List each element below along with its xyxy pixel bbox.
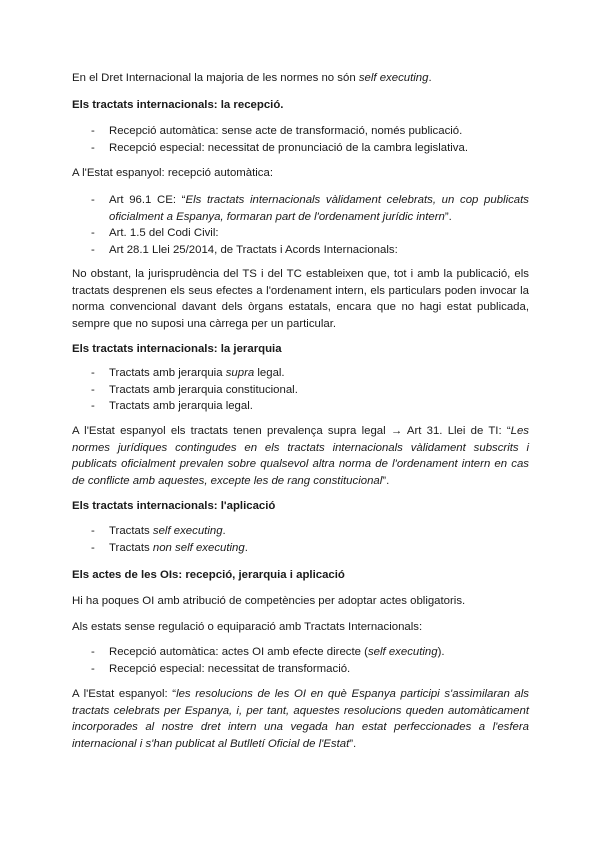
list-item: - Tractats amb jerarquia constitucional. <box>72 382 529 399</box>
application-list <box>72 523 529 556</box>
list-item: - Tractats non self executing. <box>72 540 529 557</box>
spain-hierarchy-paragraph: A l'Estat espanyol els tractats tenen prevalença supra legal → Art 31. Llei de TI: “Les normes jurídiques contingudes en els tractats internacionals vàlidament subscrits i publicats oficialment prevalen sobre qualsevol altra norma de l'ordenament intern en cas de conflicte amb aquestes, excepte les de rang constitucional”. <box>72 425 529 487</box>
heading-hierarchy: Els tractats internacionals: la jerarquia <box>72 343 282 355</box>
hierarchy-list <box>72 365 529 415</box>
list-item: - Recepció automàtica: actes OI amb efecte directe (self executing). <box>72 644 529 661</box>
spain-reception-list <box>72 192 529 258</box>
io-acts-paragraph-2: Als estats sense regulació o equiparació amb Tractats Internacionals: <box>72 621 423 633</box>
list-item: - Recepció automàtica: sense acte de transformació, només publicació. <box>72 123 529 140</box>
list-item-art-96-1: - Art 96.1 CE: “Els tractats internacionals vàlidament celebrats, un cop publicats oficialment a Espanya, formaran part de l'ordenament jurídic intern”. <box>72 192 529 225</box>
intro-paragraph: En el Dret Internacional la majoria de les normes no són self executing. <box>72 72 432 84</box>
spain-reception-intro: A l'Estat espanyol: recepció automàtica: <box>72 167 273 179</box>
reception-types-list <box>72 123 529 156</box>
list-item: - Recepció especial: necessitat de transformació. <box>72 661 529 678</box>
list-item: - Recepció especial: necessitat de pronunciació de la cambra legislativa. <box>72 140 529 157</box>
spain-io-acts-paragraph: A l'Estat espanyol: “les resolucions de les OI en què Espanya participi s'assimilaran als tractats celebrats per Espanya, i, per tant, aquestes resolucions queden automàticament incorporades al nostre dret intern una vegada han estat perfeccionades a l'esfera internacional i s'han publicat al Butlletí Oficial de l'Estat”. <box>72 688 529 750</box>
list-item-art-28-1: - Art 28.1 Llei 25/2014, de Tractats i Acords Internacionals: <box>72 242 529 259</box>
io-acts-paragraph-1: Hi ha poques OI amb atribució de competències per adoptar actes obligatoris. <box>72 595 466 607</box>
heading-reception: Els tractats internacionals: la recepció. <box>72 99 284 111</box>
list-item-art-1-5: - Art. 1.5 del Codi Civil: <box>72 225 529 242</box>
list-item: - Tractats self executing. <box>72 523 529 540</box>
heading-io-acts: Els actes de les OIs: recepció, jerarquia i aplicació <box>72 569 345 581</box>
heading-application: Els tractats internacionals: l'aplicació <box>72 500 276 512</box>
case-law-paragraph: No obstant, la jurisprudència del TS i del TC estableixen que, tot i amb la publicació, els tractats desprenen els seus efectes a l'ordenament intern, els particulars poden invocar la norma convencional davant dels òrgans estatals, encara que no hagi estat publicada, sempre que no suposi una càrrega per un particular. <box>72 268 529 330</box>
list-item: - Tractats amb jerarquia legal. <box>72 398 529 415</box>
io-acts-list <box>72 644 529 677</box>
list-item: - Tractats amb jerarquia supra legal. <box>72 365 529 382</box>
